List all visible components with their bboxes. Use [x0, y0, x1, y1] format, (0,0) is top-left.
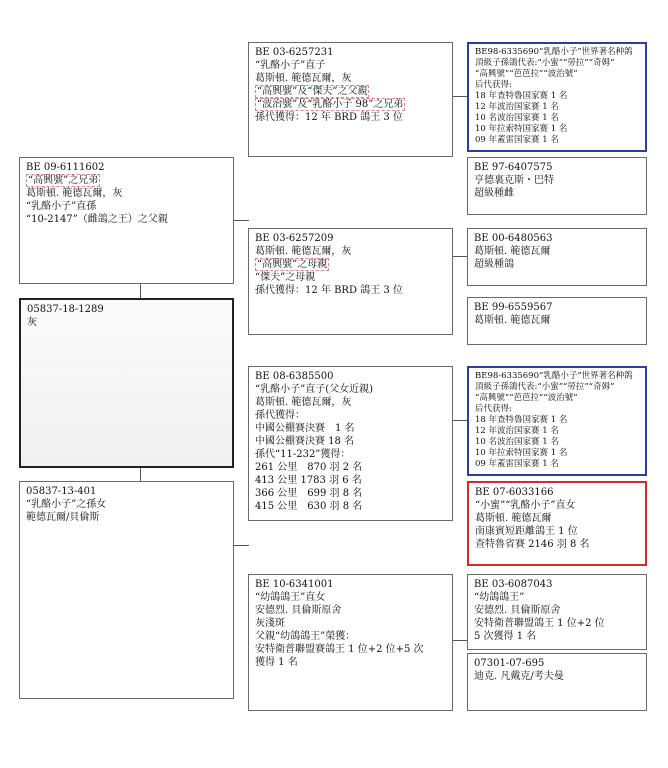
dam-line: “乳酪小子”之孫女	[26, 499, 107, 510]
pedigree-line: 孫代“11-232”獲得：	[255, 449, 351, 460]
result-line: 10 年拉索特国家赛 1 名	[475, 448, 568, 458]
result-line: 中國公棚賽決賽 18 名	[255, 436, 355, 447]
dam-dam-card[interactable]	[248, 574, 453, 711]
pedigree-line: 葛斯頓. 範德瓦爾	[474, 246, 551, 257]
pedigree-line: 迪克. 凡戴克/考夫曼	[474, 671, 564, 682]
ring-number: BE 10-6341001	[255, 579, 334, 590]
result-line: 10 年拉索特国家赛 1 名	[475, 124, 568, 134]
pedigree-line: 孫代獲得：12 年 BRD 鴿王 3 位	[255, 112, 403, 123]
connector-line	[140, 283, 141, 299]
sire-line: “10-2147”（雌鴿之王）之父親	[26, 214, 168, 225]
connector-line	[452, 96, 467, 97]
dam-card[interactable]	[19, 481, 234, 699]
dam-dam-dam-card[interactable]	[467, 653, 647, 711]
pedigree-line: 頂級子孫鴿代表:“小蜜”“勞拉”“奇姆”	[475, 58, 615, 68]
result-line: 18 年查特魯国家赛 1 名	[475, 415, 568, 425]
pedigree-line: “高興號”之母親	[257, 259, 328, 270]
pedigree-line: 葛斯頓. 範德瓦爾，灰	[255, 246, 352, 257]
result-line: 獲得 1 名	[255, 657, 298, 668]
pedigree-line: “乳酪小子”直子(父女近親)	[255, 384, 374, 395]
result-line: 261 公里 870 羽 2 名	[255, 462, 363, 473]
ring-number: BE 03-6087043	[474, 579, 553, 590]
sire-dam-card[interactable]	[248, 228, 453, 335]
dam-sire-sire-card[interactable]	[467, 366, 647, 476]
result-line: 查特魯省賽 2146 羽 8 名	[475, 539, 590, 550]
pedigree-line: “小蜜”“乳酪小子”直女	[475, 500, 576, 511]
ring-number: BE 03-6257209	[255, 233, 334, 244]
ring-number: BE 08-6385500	[255, 371, 334, 382]
result-line: 415 公里 630 羽 8 名	[255, 501, 363, 512]
ring-number: 07301-07-695	[474, 658, 545, 669]
result-line: 413 公里 1783 羽 6 名	[255, 475, 362, 486]
pedigree-line: “幼鴿鴿王”直女	[255, 592, 326, 603]
pedigree-line: “高興號”及“傑夫”之父親	[257, 86, 368, 97]
result-line: 5 次獲得 1 名	[474, 631, 537, 642]
pedigree-line: “乳酪小子”直子	[255, 60, 326, 71]
pedigree-line: 葛斯頓. 範德瓦爾，灰	[255, 73, 352, 84]
pedigree-line: 安德烈. 貝倫斯原舍	[474, 605, 561, 616]
pedigree-line: 葛斯頓. 範德瓦爾	[475, 513, 552, 524]
subject-ring-number: 05837-18-1289	[27, 304, 104, 315]
connector-line	[140, 466, 141, 482]
ring-number: BE 07-6033166	[475, 487, 554, 498]
pedigree-line: 葛斯頓. 範德瓦爾，灰	[255, 397, 352, 408]
pedigree-line: “幼鴿鴿王”	[474, 592, 525, 603]
dam-ring-number: 05837-13-401	[26, 486, 97, 497]
sire-dam-sire-card[interactable]	[467, 228, 647, 286]
ring-number: BE 03-6257231	[255, 47, 334, 58]
ring-number: BE98-6335690“乳酪小子”世界著名种鸽	[475, 371, 633, 381]
dam-sire-card[interactable]	[248, 366, 453, 521]
pedigree-line: 后代获得:	[475, 404, 512, 414]
result-line: 366 公里 699 羽 8 名	[255, 488, 363, 499]
pedigree-line: “傑夫”之母親	[255, 272, 316, 283]
pedigree-line: 安德烈. 貝倫斯原舍	[255, 605, 342, 616]
result-line: 中國公棚賽決賽 1 名	[255, 423, 355, 434]
sire-sire-sire-card[interactable]	[467, 42, 647, 152]
pedigree-line: 后代获得:	[475, 80, 512, 90]
result-line: 安特衛普聯盟鴿王 1 位+2 位	[474, 618, 605, 629]
result-line: 10 名波治国家赛 1 名	[475, 437, 559, 447]
result-line: 09 年蓋雷国家赛 1 名	[475, 135, 559, 145]
sire-card[interactable]	[19, 157, 234, 284]
result-line: 18 年查特魯国家赛 1 名	[475, 91, 568, 101]
dam-line: 範德瓦爾/貝倫斯	[26, 512, 100, 523]
sire-dam-dam-card[interactable]	[467, 297, 647, 345]
dam-dam-sire-card[interactable]	[467, 574, 647, 650]
result-line: 10 名波治国家赛 1 名	[475, 113, 559, 123]
sire-line: 葛斯頓. 範德瓦爾，灰	[26, 188, 123, 199]
pedigree-line: 超級種雌	[474, 188, 514, 199]
ring-number: BE 00-6480563	[474, 233, 553, 244]
sire-line: “乳酪小子”直孫	[26, 201, 97, 212]
pedigree-line: 孫代獲得：	[255, 410, 305, 421]
connector-line	[452, 640, 467, 641]
connector-line	[233, 220, 249, 221]
subject-pigeon-card[interactable]	[19, 298, 234, 468]
pedigree-line: “波治號”及“乳酪小子 98”之兄弟	[257, 99, 404, 110]
ring-number: BE 97-6407575	[474, 162, 553, 173]
pedigree-line: 灰淺斑	[255, 618, 285, 629]
ring-number: BE98-6335690“乳酪小子”世界著名种鸽	[475, 47, 633, 57]
pedigree-line: “高興號”“芭芭拉”“波治號”	[475, 393, 578, 403]
pedigree-line: 父親“幼鴿鴿王”榮獲：	[255, 631, 356, 642]
subject-color: 灰	[27, 317, 37, 328]
connector-line	[452, 420, 467, 421]
sire-sire-card[interactable]	[248, 42, 453, 157]
result-line: 12 年波治国家赛 1 名	[475, 102, 559, 112]
pedigree-line: 葛斯頓. 範德瓦爾	[474, 315, 551, 326]
connector-line	[233, 545, 249, 546]
pedigree-line: 頂級子孫鴿代表:“小蜜”“勞拉”“奇姆”	[475, 382, 615, 392]
result-line: 12 年波治国家赛 1 名	[475, 426, 559, 436]
connector-line	[452, 256, 467, 257]
dam-sire-dam-card[interactable]	[467, 481, 647, 566]
result-line: 南康賓短距離鴿王 1 位	[475, 526, 578, 537]
ring-number: BE 99-6559567	[474, 302, 553, 313]
pedigree-line: 孫代獲得：12 年 BRD 鴿王 3 位	[255, 285, 403, 296]
pedigree-line: 亨德裏克斯・巴特	[474, 175, 554, 186]
result-line: 09 年蓋雷国家赛 1 名	[475, 459, 559, 469]
sire-line: “高興號”之兄弟	[28, 175, 99, 186]
sire-ring-number: BE 09-6111602	[26, 162, 105, 173]
sire-sire-dam-card[interactable]	[467, 157, 647, 215]
pedigree-line: “高興號”“芭芭拉”“波治號”	[475, 69, 578, 79]
result-line: 安特衛普聯盟賽鴿王 1 位+2 位+5 次	[255, 644, 424, 655]
pedigree-line: 超級種鴿	[474, 259, 514, 270]
